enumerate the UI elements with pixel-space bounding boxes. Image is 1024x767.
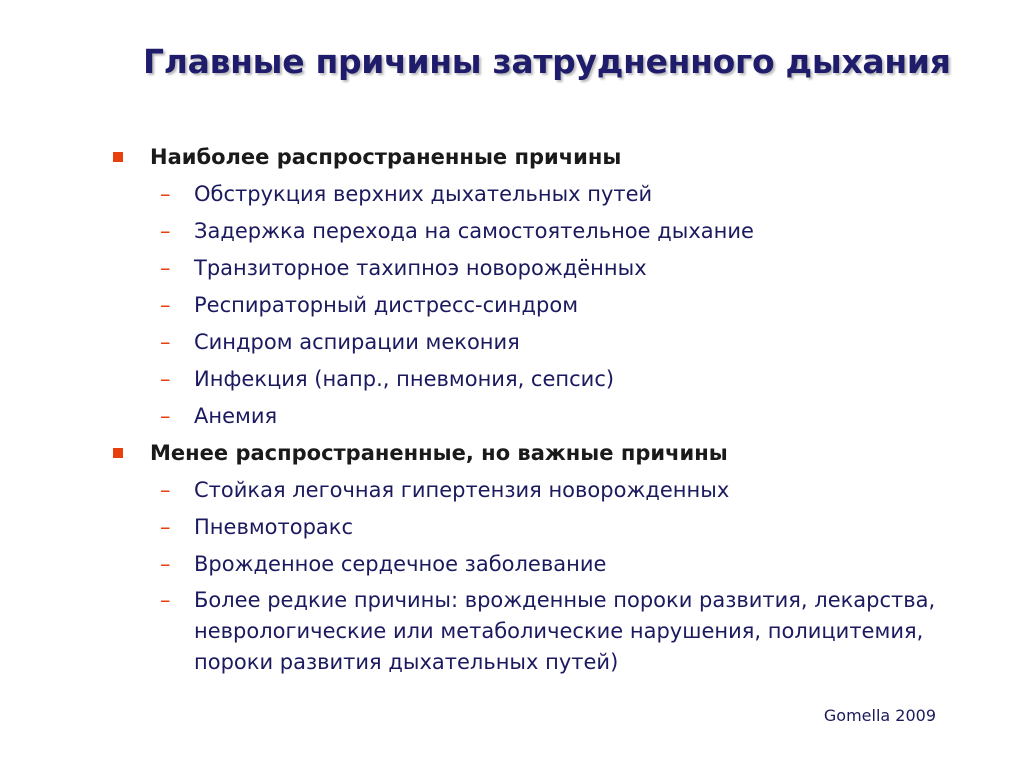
section-heading bbox=[110, 139, 990, 176]
list-item-text: Обструкция верхних дыхательных путей bbox=[194, 182, 653, 206]
list-item bbox=[110, 250, 990, 287]
cause-list bbox=[110, 472, 990, 678]
list-item-text: Стойкая легочная гипертензия новорожденных bbox=[194, 478, 730, 502]
list-item bbox=[110, 324, 990, 361]
list-item-text: Анемия bbox=[194, 404, 278, 428]
list-item bbox=[110, 583, 964, 678]
dash-bullet-icon: – bbox=[160, 182, 171, 206]
dash-bullet-icon: – bbox=[160, 330, 171, 354]
list-item bbox=[110, 546, 990, 583]
list-item bbox=[110, 213, 990, 250]
section-heading-label: Наиболее распространенные причины bbox=[150, 145, 622, 169]
list-item bbox=[110, 472, 990, 509]
list-item bbox=[110, 287, 990, 324]
citation: Gomella 2009 bbox=[823, 706, 936, 725]
list-item bbox=[110, 176, 990, 213]
list-item-text: Инфекция (напр., пневмония, сепсис) bbox=[194, 367, 615, 391]
list-item bbox=[110, 361, 990, 398]
dash-bullet-icon: – bbox=[160, 219, 171, 243]
list-item-text: Пневмоторакс bbox=[194, 515, 354, 539]
dash-bullet-icon: – bbox=[160, 478, 171, 502]
list-item-text: Задержка перехода на самостоятельное дыхание bbox=[194, 219, 754, 243]
dash-bullet-icon: – bbox=[160, 256, 171, 280]
dash-bullet-icon: – bbox=[160, 404, 171, 428]
square-bullet-icon bbox=[113, 152, 123, 162]
list-item-text: Респираторный дистресс-синдром bbox=[194, 293, 579, 317]
section-less-common-causes bbox=[110, 435, 990, 678]
section-common-causes bbox=[110, 139, 990, 435]
slide-title: Главные причины затрудненного дыхания bbox=[143, 42, 951, 81]
list-item bbox=[110, 398, 990, 435]
dash-bullet-icon: – bbox=[160, 515, 171, 539]
list-item-text: Врожденное сердечное заболевание bbox=[194, 552, 607, 576]
list-item bbox=[110, 509, 990, 546]
section-heading-label: Менее распространенные, но важные причины bbox=[150, 441, 728, 465]
list-item-text: Транзиторное тахипноэ новорождённых bbox=[194, 256, 647, 280]
square-bullet-icon bbox=[113, 448, 123, 458]
dash-bullet-icon: – bbox=[160, 367, 171, 391]
dash-bullet-icon: – bbox=[160, 588, 171, 612]
section-heading bbox=[110, 435, 990, 472]
list-item-text: Более редкие причины: врожденные пороки развития, лекарства, неврологические или метаболические нарушения, полицитемия, пороки развития дыхательных путей) bbox=[194, 588, 936, 674]
list-item-text: Синдром аспирации мекония bbox=[194, 330, 520, 354]
cause-list bbox=[110, 176, 990, 435]
slide-content bbox=[110, 139, 990, 678]
dash-bullet-icon: – bbox=[160, 552, 171, 576]
dash-bullet-icon: – bbox=[160, 293, 171, 317]
